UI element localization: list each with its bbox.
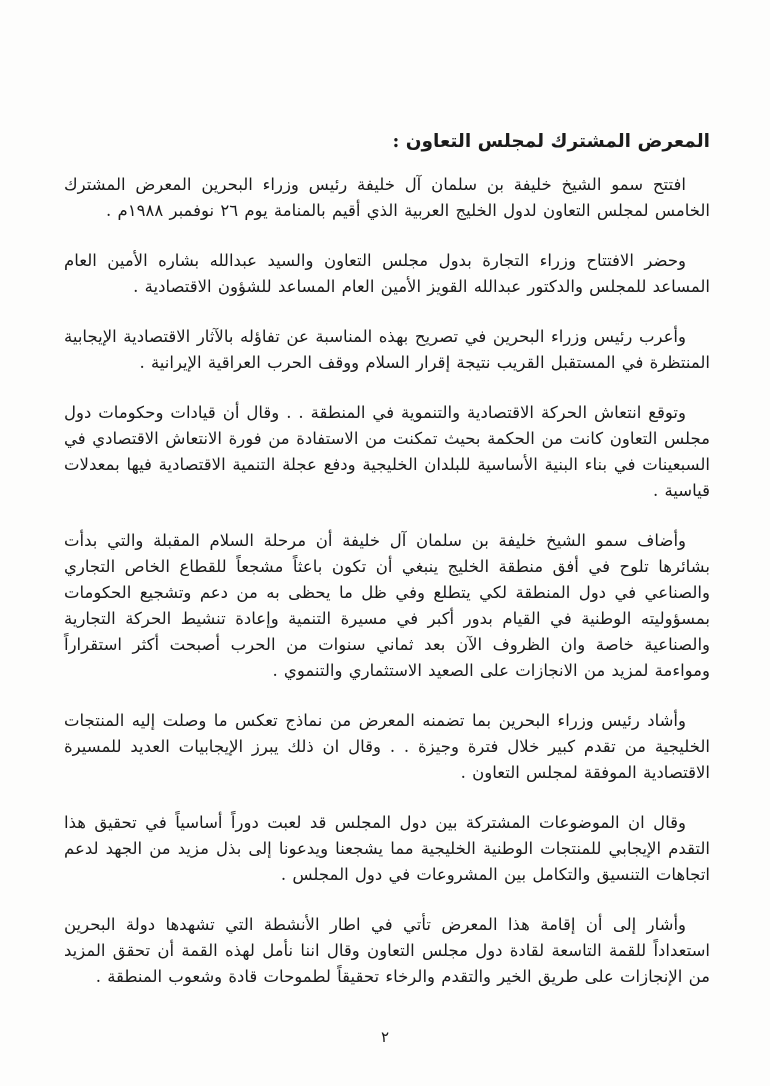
paragraph-2: وحضر الافتتاح وزراء التجارة بدول مجلس التعاون والسيد عبدالله بشاره الأمين العام المساعد للمجلس والدكتور عبدالله القويز الأمين العام المساعد للشؤون الاقتصادية . xyxy=(64,251,710,296)
paragraph-3: وأعرب رئيس وزراء البحرين في تصريح بهذه المناسبة عن تفاؤله بالآثار الاقتصادية الإيجابية المنتظرة في المستقبل القريب نتيجة إقرار السلام ووقف الحرب العراقية الإيرانية . xyxy=(64,327,710,372)
section-title: المعرض المشترك لمجلس التعاون : xyxy=(392,131,710,152)
page-number: ٢ xyxy=(380,1028,390,1046)
paragraph-7: وقال ان الموضوعات المشتركة بين دول المجلس قد لعبت دوراً أساسياً في تحقيق هذا التقدم الإيجابي للمنتجات الوطنية الخليجية مما يشجعنا ويدعونا إلى بذل مزيد من الجهد لدعم اتجاهات التنسيق والتكامل بين المشروعات في دول المجلس . xyxy=(64,813,710,884)
paragraph-6: وأشاد رئيس وزراء البحرين بما تضمنه المعرض من نماذج تعكس ما وصلت إليه المنتجات الخليجية من تقدم كبير خلال فترة وجيزة . . وقال ان ذلك يبرز الإيجابيات العديد للمسيرة الاقتصادية الموفقة لمجلس التعاون . xyxy=(64,711,710,782)
paragraph-8: وأشار إلى أن إقامة هذا المعرض تأتي في اطار الأنشطة التي تشهدها دولة البحرين استعداداً للقمة التاسعة لقادة دول مجلس التعاون وقال اننا نأمل لهذه القمة أن تحقق المزيد من الإنجازات على طريق الخير والتقدم والرخاء تحقيقاً لطموحات قادة وشعوب المنطقة . xyxy=(64,915,710,986)
paragraph-4: وتوقع انتعاش الحركة الاقتصادية والتنموية في المنطقة . . وقال أن قيادات وحكومات دول مجلس التعاون كانت من الحكمة بحيث تمكنت من الاستفادة من فورة الانتعاش الاقتصادي في السبعينات في بناء البنية الأساسية للبلدان الخليجية ودفع عجلة التنمية الاقتصادية فيها بمعدلات قياسية . xyxy=(64,403,710,500)
paragraph-5: وأضاف سمو الشيخ خليفة بن سلمان آل خليفة أن مرحلة السلام المقبلة والتي بدأت بشائرها تلوح في أفق منطقة الخليج ينبغي أن تكون باعثاً مشجعاً للقطاع الخاص التجاري والصناعي في دول المنطقة لكي يتطلع وفي ظل ما يحظى به من دعم وتشجيع الحكومات بمسؤوليته الوطنية في القيام بدور أكبر في مسيرة التنمية وإعادة تنشيط الحركة التجارية والصناعية خاصة وان الظروف الآن بعد ثماني سنوات من الحرب أصبحت أكثر استقراراً ومواءمة لمزيد من الانجازات على الصعيد الاستثماري والتنموي . xyxy=(64,531,710,680)
document-content xyxy=(64,130,710,990)
paragraph-1: افتتح سمو الشيخ خليفة بن سلمان آل خليفة رئيس وزراء البحرين المعرض المشترك الخامس لمجلس التعاون لدول الخليج العربية الذي أقيم بالمنامة يوم ٢٦ نوفمبر ١٩٨٨م . xyxy=(64,175,710,220)
